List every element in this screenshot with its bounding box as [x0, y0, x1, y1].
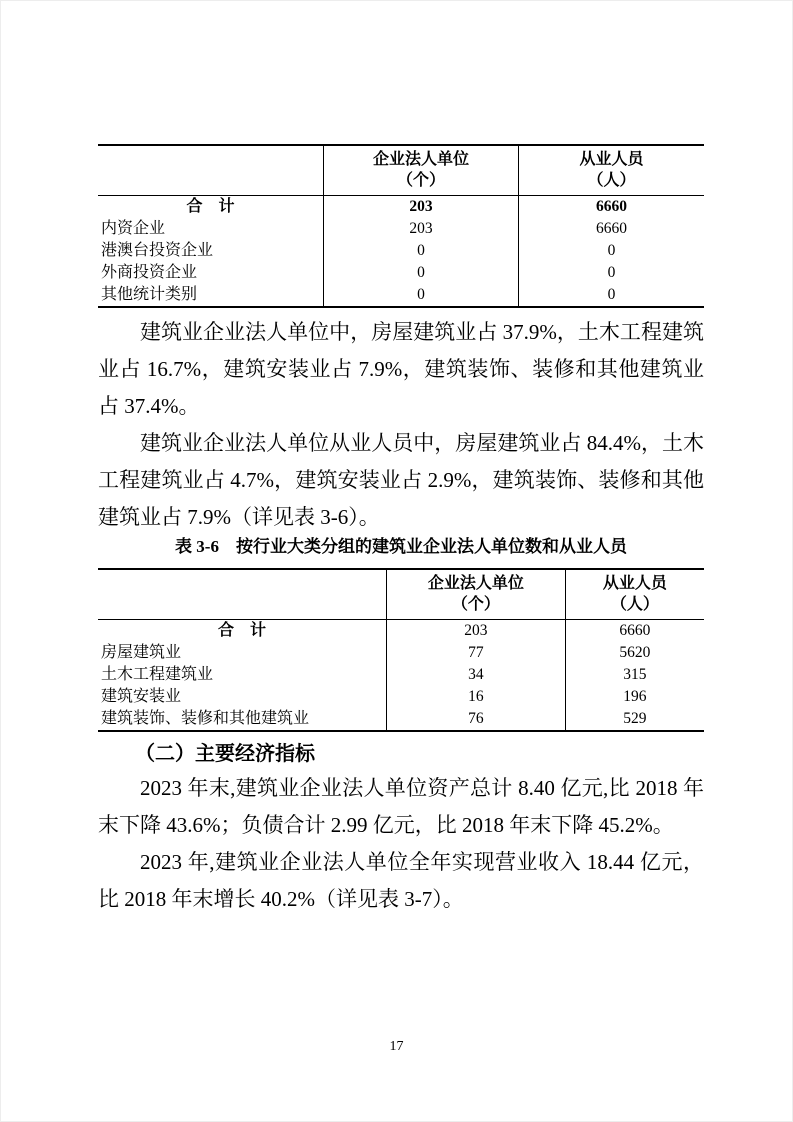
- table-row: [98, 284, 704, 307]
- cell-label: 外商投资企业: [101, 264, 198, 281]
- ownership-type-table: [98, 144, 704, 308]
- table-3-6-title: 表 3-6 按行业大类分组的建筑业企业法人单位数和从业人员: [175, 537, 627, 556]
- header-empty-cell: [98, 145, 323, 196]
- header-units-cell: [323, 145, 518, 196]
- cell-persons: 5620: [565, 642, 704, 664]
- cell-units: 76: [386, 708, 565, 731]
- table-row: [98, 240, 704, 262]
- cell-units: 0: [323, 262, 518, 284]
- header-persons-cell: [565, 569, 704, 620]
- cell-label: 港澳台投资企业: [101, 242, 214, 259]
- table-row: [98, 708, 704, 731]
- cell-units: 203: [323, 218, 518, 240]
- page-content: [98, 144, 704, 918]
- table-row: [98, 664, 704, 686]
- cell-label: 建筑装饰、装修和其他建筑业: [101, 710, 310, 727]
- table-row: [98, 262, 704, 284]
- header-units-cell: [386, 569, 565, 620]
- cell-label: 土木工程建筑业: [101, 666, 214, 683]
- header-persons-line1: 从业人员: [579, 151, 644, 168]
- header-persons-line2: （人）: [610, 596, 659, 613]
- header-empty-cell: [98, 569, 386, 620]
- paragraph-assets-liabilities: 2023 年末,建筑业企业法人单位资产总计 8.40 亿元,比 2018 年末下降 43.6%；负债合计 2.99 亿元，比 2018 年末下降 45.2%。: [98, 776, 704, 837]
- cell-persons: 6660: [519, 196, 704, 219]
- cell-persons: 196: [565, 686, 704, 708]
- header-persons-line2: （人）: [587, 172, 636, 189]
- header-units-line1: 企业法人单位: [372, 151, 469, 168]
- table-row: [98, 686, 704, 708]
- paragraph-revenue: 2023 年,建筑业企业法人单位全年实现营业收入 18.44 亿元，比 2018 年末增长 40.2%（详见表 3-7）。: [98, 850, 704, 911]
- cell-persons: 0: [519, 262, 704, 284]
- cell-units: 77: [386, 642, 565, 664]
- header-units-line2: （个）: [396, 172, 445, 189]
- cell-persons: 0: [519, 240, 704, 262]
- cell-label: 房屋建筑业: [101, 644, 182, 661]
- cell-persons: 315: [565, 664, 704, 686]
- cell-label: 合 计: [217, 622, 266, 639]
- cell-label: 合 计: [186, 198, 235, 215]
- section-heading-economic-indicators: （二）主要经济指标: [135, 743, 315, 765]
- cell-label: 内资企业: [101, 220, 166, 237]
- cell-units: 0: [323, 284, 518, 307]
- cell-persons: 6660: [565, 620, 704, 643]
- cell-label: 建筑安装业: [101, 688, 182, 705]
- header-persons-cell: [519, 145, 704, 196]
- cell-units: 203: [323, 196, 518, 219]
- cell-units: 34: [386, 664, 565, 686]
- header-persons-line1: 从业人员: [602, 575, 667, 592]
- header-units-line2: （个）: [451, 596, 500, 613]
- table-row: [98, 218, 704, 240]
- paragraph-units-share: 建筑业企业法人单位中，房屋建筑业占 37.9%，土木工程建筑业占 16.7%，建筑安装业占 7.9%，建筑装饰、装修和其他建筑业占 37.4%。: [98, 320, 704, 418]
- table-row: [98, 642, 704, 664]
- cell-persons: 529: [565, 708, 704, 731]
- table-header-row: [98, 569, 704, 620]
- page-number: 17: [389, 1039, 404, 1054]
- table-row-total: [98, 196, 704, 219]
- cell-units: 16: [386, 686, 565, 708]
- cell-label: 其他统计类别: [101, 286, 198, 303]
- cell-persons: 6660: [519, 218, 704, 240]
- paragraph-persons-share: 建筑业企业法人单位从业人员中，房屋建筑业占 84.4%，土木工程建筑业占 4.7%，建筑安装业占 2.9%，建筑装饰、装修和其他建筑业占 7.9%（详见表 3-6）。: [98, 431, 704, 529]
- cell-units: 0: [323, 240, 518, 262]
- table-header-row: [98, 145, 704, 196]
- industry-group-table: [98, 568, 704, 732]
- cell-persons: 0: [519, 284, 704, 307]
- header-units-line1: 企业法人单位: [427, 575, 524, 592]
- cell-units: 203: [386, 620, 565, 643]
- table-row-total: [98, 620, 704, 643]
